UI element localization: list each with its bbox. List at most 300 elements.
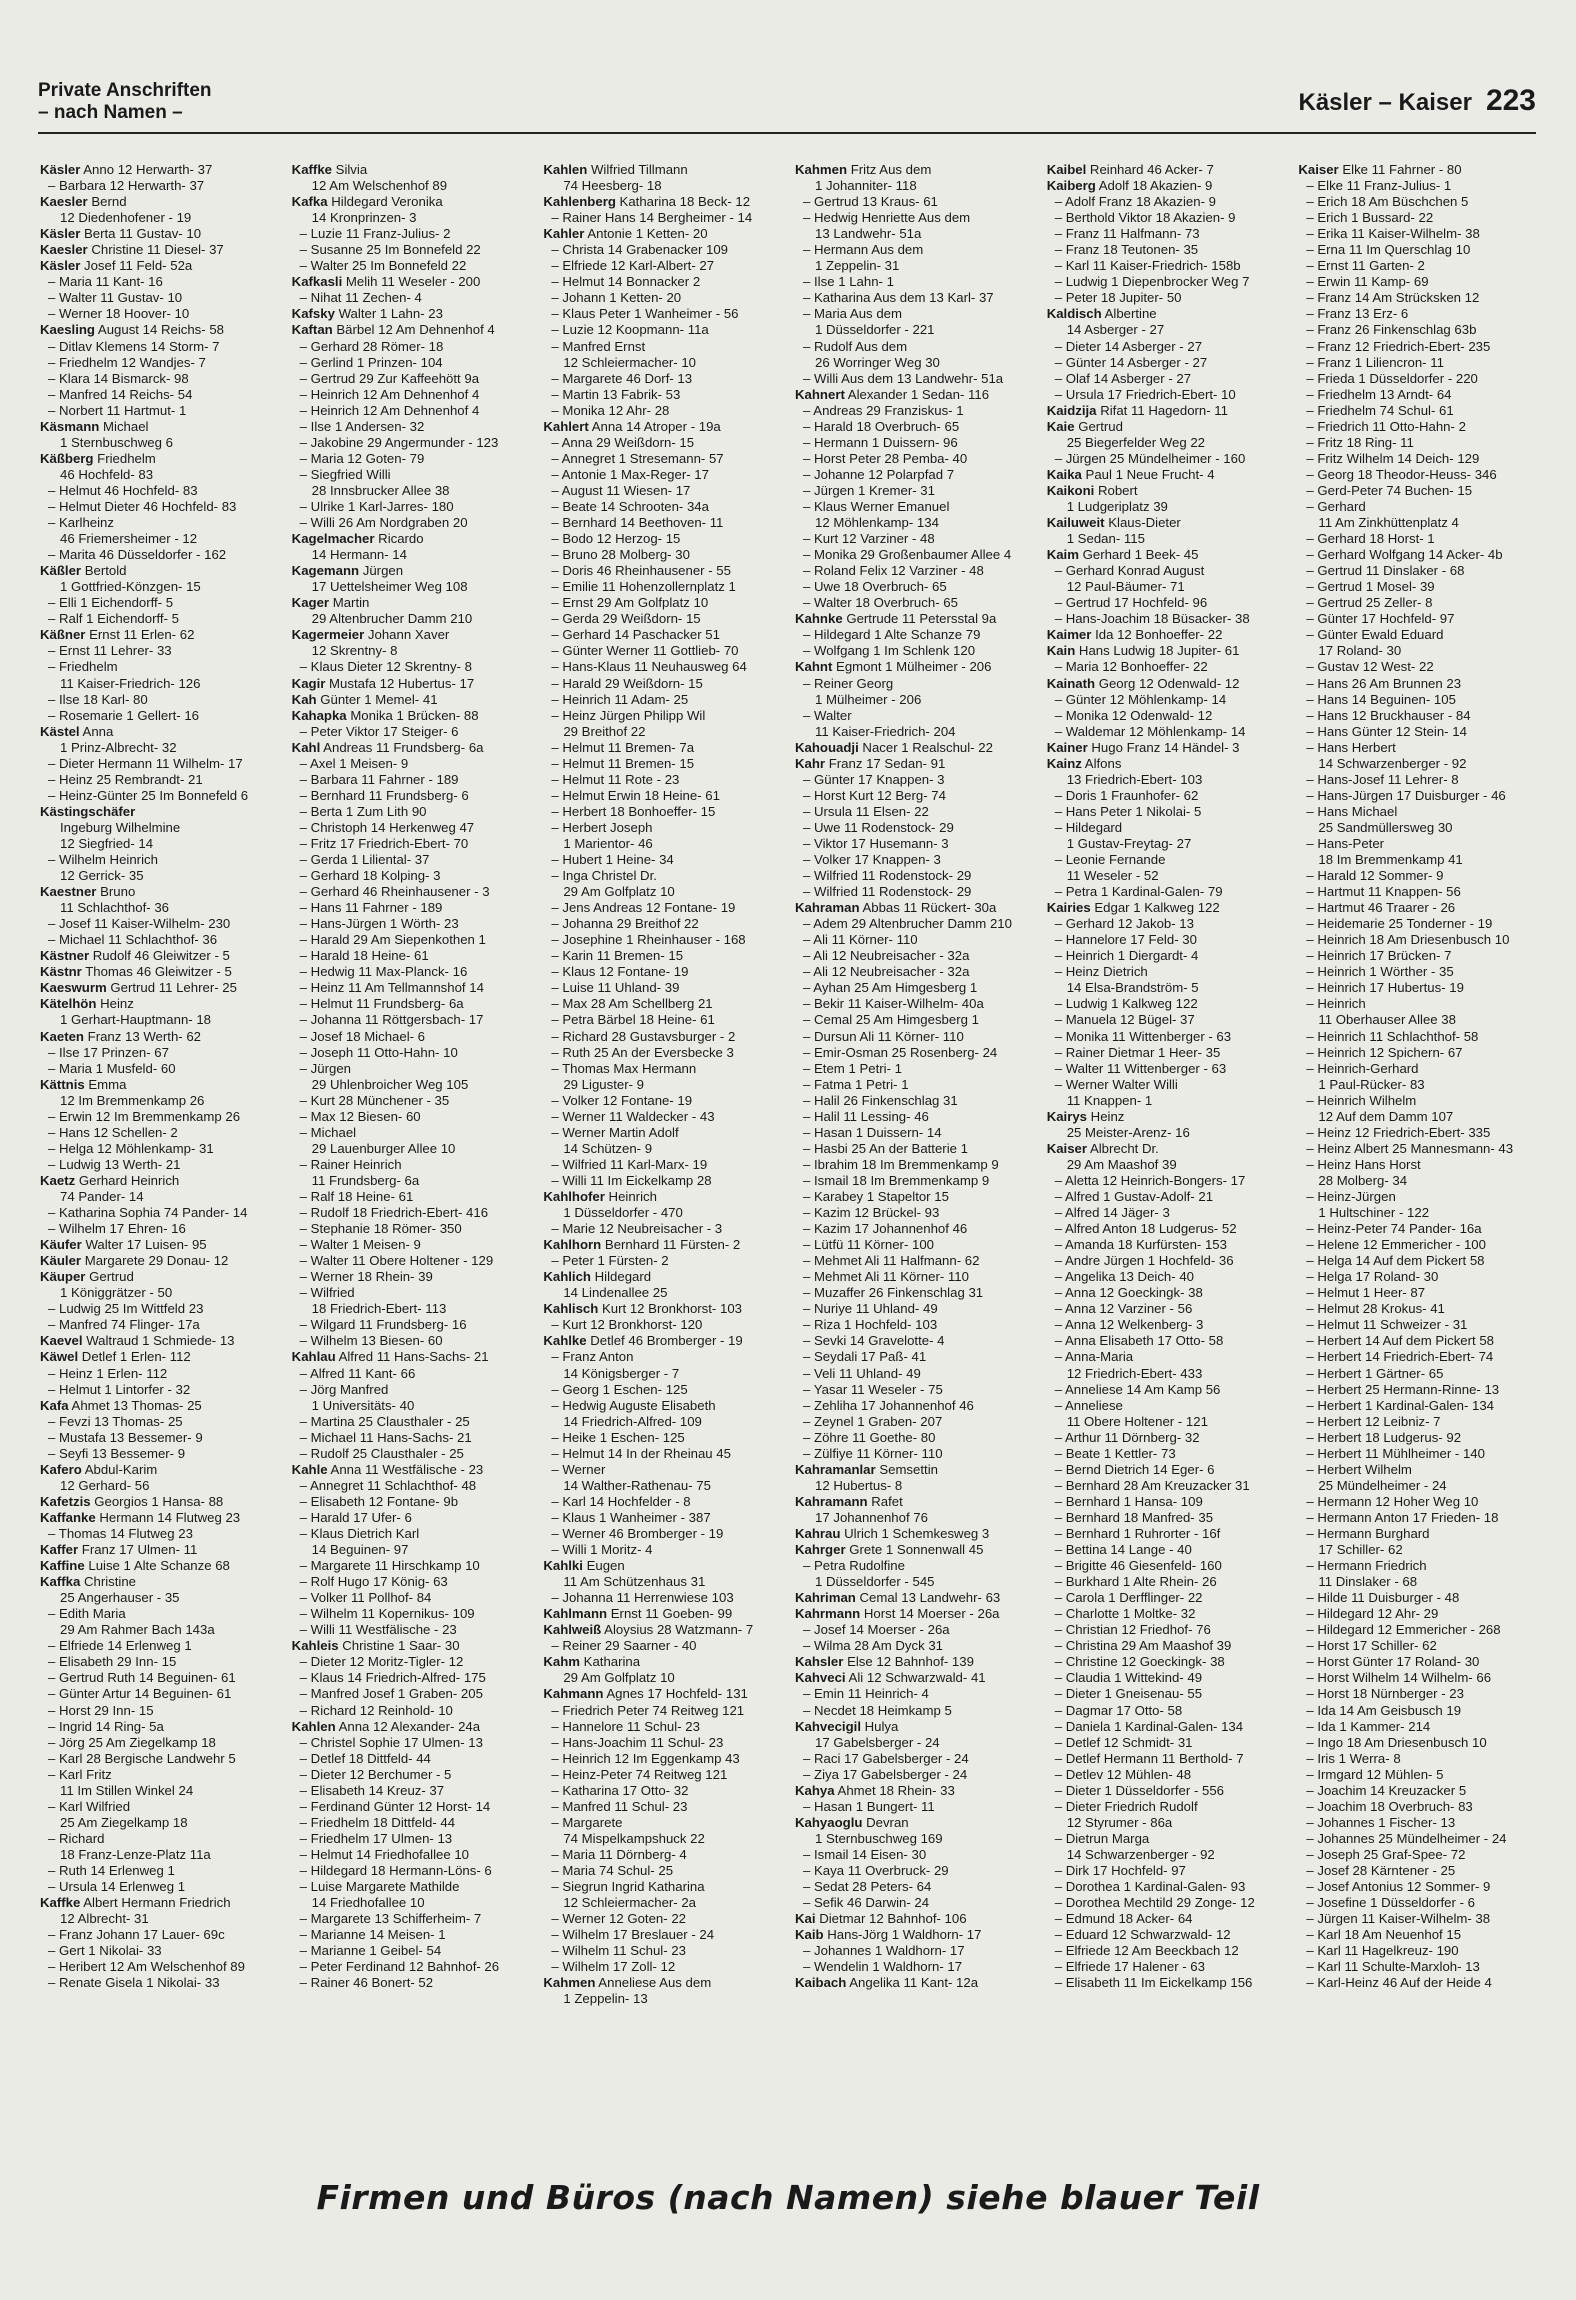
directory-entry	[1298, 226, 1540, 242]
directory-entry	[292, 740, 534, 756]
directory-entry	[1298, 1349, 1540, 1365]
entry-surname: Kahlki	[543, 1558, 583, 1574]
entry-text: Ursula 14 Erlenweg 1	[59, 1879, 186, 1895]
entry-text: Richard	[59, 1830, 105, 1846]
entry-text: Monika 11 Wittenberger - 63	[1065, 1028, 1232, 1044]
entry-text: Ali 12 Neubreisacher - 32a	[813, 948, 970, 964]
directory-entry	[543, 579, 785, 595]
directory-entry	[543, 868, 785, 884]
directory-entry	[795, 1398, 1037, 1414]
entry-text: Zeynel 1 Graben- 207	[814, 1413, 943, 1429]
directory-entry	[795, 1157, 1037, 1173]
directory-entry	[292, 627, 534, 643]
entry-text: Katharina Aus dem 13 Karl- 37	[814, 290, 994, 306]
entry-text: Wilfried 11 Rodenstock- 29	[814, 868, 972, 884]
directory-entry	[40, 1686, 282, 1702]
entry-text: Zehliha 17 Johannenhof 46	[814, 1397, 974, 1413]
entry-text: Georg 18 Theodor-Heuss- 346	[1317, 466, 1497, 482]
entry-text: Franz 11 Halfmann- 73	[1065, 226, 1200, 242]
entry-surname: Kahsler	[795, 1654, 844, 1670]
entry-text: Marie 12 Neubreisacher - 3	[562, 1221, 723, 1237]
directory-entry	[1298, 1847, 1540, 1863]
entry-text: 12 Im Bremmenkamp 26	[60, 1092, 205, 1108]
entry-text: Berthold Viktor 18 Akazien- 9	[1065, 210, 1236, 226]
directory-entry	[292, 210, 534, 226]
directory-entry	[1047, 964, 1289, 980]
entry-text: Andreas 29 Franziskus- 1	[813, 402, 964, 418]
directory-entry	[795, 980, 1037, 996]
entry-text: Robert	[1094, 482, 1138, 498]
directory-column	[543, 162, 785, 2167]
entry-text: Georg 1 Eschen- 125	[562, 1381, 688, 1397]
directory-entry	[795, 948, 1037, 964]
entry-text: Dieter Friedrich Rudolf	[1065, 1798, 1198, 1814]
entry-text: 28 Molberg- 34	[1318, 1172, 1408, 1188]
directory-entry	[292, 820, 534, 836]
directory-entry	[1047, 643, 1289, 659]
entry-text: 13 Friedrich-Ebert- 103	[1066, 771, 1203, 787]
directory-entry	[40, 1189, 282, 1205]
entry-text: Hartmut 11 Knappen- 56	[1317, 884, 1461, 900]
entry-text: Etem 1 Petri- 1	[814, 1060, 902, 1076]
directory-entry	[1047, 1333, 1289, 1349]
entry-text: Alfred 11 Kant- 66	[309, 1365, 416, 1381]
entry-text: Klaus Dietrich Karl	[310, 1525, 420, 1541]
entry-text: Hermann 14 Flutweg 23	[95, 1509, 241, 1525]
entry-text: Bernhard 11 Frundsberg- 6	[310, 787, 469, 803]
directory-entry	[795, 387, 1037, 403]
entry-text: Friedhelm 18 Dittfeld- 44	[310, 1814, 456, 1830]
entry-text: Fritz Wilhelm 14 Deich- 129	[1317, 450, 1480, 466]
entry-text: Hasan 1 Duissern- 14	[814, 1124, 942, 1140]
directory-entry	[292, 1799, 534, 1815]
entry-text: Rainer Dietmar 1 Heer- 35	[1065, 1044, 1221, 1060]
entry-text: Gert 1 Nikolai- 33	[59, 1943, 162, 1959]
directory-entry	[40, 1414, 282, 1430]
directory-entry	[1047, 1301, 1289, 1317]
directory-entry	[292, 1751, 534, 1767]
entry-surname: Käsmann	[40, 418, 100, 434]
entry-text: Wilhelm Heinrich	[59, 852, 158, 868]
entry-text: Walter 1 Lahn- 23	[334, 306, 443, 322]
directory-entry	[292, 435, 534, 451]
entry-text: Hans Peter 1 Nikolai- 5	[1065, 803, 1202, 819]
directory-columns	[40, 162, 1540, 2167]
entry-text: 1 Zeppelin- 31	[815, 258, 900, 274]
entry-surname: Käßner	[40, 627, 86, 643]
entry-text: Friedrich 11 Otto-Hahn- 2	[1317, 418, 1466, 434]
directory-entry	[543, 788, 785, 804]
entry-text: Willi 26 Am Nordgraben 20	[310, 515, 468, 531]
directory-entry	[40, 1205, 282, 1221]
entry-text: Stephanie 18 Römer- 350	[310, 1221, 462, 1237]
entry-text: Heinz	[96, 996, 134, 1012]
entry-text: Gustav 12 West- 22	[1317, 659, 1434, 675]
entry-text: Gertrud 25 Zeller- 8	[1317, 595, 1433, 611]
directory-entry	[1298, 1638, 1540, 1654]
entry-text: Ursula 17 Friedrich-Ebert- 10	[1065, 386, 1236, 402]
entry-text: Petra Bärbel 18 Heine- 61	[562, 1012, 715, 1028]
directory-entry	[292, 1863, 534, 1879]
directory-entry	[1047, 1847, 1289, 1863]
directory-entry	[543, 708, 785, 724]
entry-text: Luise Margarete Mathilde	[310, 1879, 460, 1895]
directory-entry	[795, 1879, 1037, 1895]
directory-entry	[40, 162, 282, 178]
directory-entry	[1047, 515, 1289, 531]
directory-entry	[1298, 322, 1540, 338]
directory-entry	[1298, 964, 1540, 980]
directory-entry	[1298, 1574, 1540, 1590]
directory-entry	[795, 1831, 1037, 1847]
entry-text: Thomas 46 Gleiwitzer - 5	[81, 964, 232, 980]
directory-entry	[40, 322, 282, 338]
directory-entry	[543, 1141, 785, 1157]
entry-text: Manfred 74 Flinger- 17a	[59, 1317, 200, 1333]
entry-text: Gertrud 11 Lehrer- 25	[106, 980, 237, 996]
directory-entry	[1298, 419, 1540, 435]
entry-text: Horst Kurt 12 Berg- 74	[814, 787, 946, 803]
entry-text: 11 Frundsberg- 6a	[311, 1172, 420, 1188]
directory-entry	[1298, 355, 1540, 371]
entry-text: Burkhard 1 Alte Rhein- 26	[1065, 1574, 1217, 1590]
directory-entry	[1047, 595, 1289, 611]
directory-entry	[40, 996, 282, 1012]
directory-entry	[1047, 1317, 1289, 1333]
entry-text: Karl 11 Kaiser-Friedrich- 158b	[1065, 258, 1241, 274]
entry-text: 17 Uettelsheimer Weg 108	[311, 579, 468, 595]
entry-text: Christel Sophie 17 Ulmen- 13	[310, 1734, 483, 1750]
entry-text: Irmgard 12 Mühlen- 5	[1317, 1766, 1444, 1782]
entry-text: Gertrude 11 Petersstal 9a	[842, 611, 997, 627]
entry-text: Helmut 14 Bonnacker 2	[562, 274, 701, 290]
directory-entry	[40, 611, 282, 627]
directory-entry	[1047, 1077, 1289, 1093]
directory-entry	[1047, 932, 1289, 948]
entry-text: Bernd	[87, 194, 127, 210]
directory-entry	[1047, 226, 1289, 242]
entry-text: Charlotte 1 Moltke- 32	[1065, 1606, 1196, 1622]
directory-entry	[292, 1285, 534, 1301]
directory-entry	[1047, 1478, 1289, 1494]
entry-text: 1 Mülheimer - 206	[815, 691, 922, 707]
entry-text: Manfred 11 Schul- 23	[562, 1798, 688, 1814]
directory-entry	[795, 788, 1037, 804]
entry-text: Beate 14 Schrooten- 34a	[562, 498, 709, 514]
entry-text: 29 Am Golfplatz 10	[563, 884, 675, 900]
entry-text: Dorothea 1 Kardinal-Galen- 93	[1065, 1879, 1246, 1895]
directory-entry	[1298, 1109, 1540, 1125]
directory-entry	[795, 162, 1037, 178]
entry-text: Harald 17 Ufer- 6	[310, 1509, 412, 1525]
directory-entry	[795, 483, 1037, 499]
entry-surname: Kahlweiß	[543, 1622, 602, 1638]
directory-entry	[292, 804, 534, 820]
entry-surname: Kahyaoglu	[795, 1814, 863, 1830]
directory-entry	[40, 1012, 282, 1028]
entry-text: Christine 1 Saar- 30	[338, 1638, 460, 1654]
directory-entry	[1047, 1686, 1289, 1702]
entry-text: Helmut Erwin 18 Heine- 61	[562, 787, 720, 803]
entry-text: Bettina 14 Lange - 40	[1065, 1542, 1192, 1558]
entry-text: 1 Sedan- 115	[1066, 531, 1145, 547]
entry-text: 1 Paul-Rücker- 83	[1318, 1076, 1425, 1092]
directory-entry	[543, 483, 785, 499]
entry-text: Bernd Dietrich 14 Eger- 6	[1065, 1461, 1215, 1477]
entry-surname: Kafka	[291, 194, 328, 210]
entry-text: Necdet 18 Heimkamp 5	[814, 1702, 952, 1718]
entry-text: Anna 12 Varziner - 56	[1064, 1301, 1193, 1317]
entry-surname: Kaika	[1046, 466, 1082, 482]
entry-text: Fritz 17 Friedrich-Ebert- 70	[310, 835, 469, 851]
directory-entry	[1298, 1927, 1540, 1943]
directory-entry	[40, 1398, 282, 1414]
entry-text: Rainer 46 Bonert- 52	[310, 1975, 434, 1991]
directory-entry	[795, 579, 1037, 595]
entry-text: Arthur 11 Dörnberg- 32	[1064, 1429, 1200, 1445]
directory-entry	[1047, 355, 1289, 371]
directory-entry	[795, 852, 1037, 868]
directory-entry	[543, 852, 785, 868]
entry-text: Johann Xaver	[364, 627, 450, 643]
directory-entry	[40, 916, 282, 932]
entry-text: Rifat 11 Hagedorn- 11	[1096, 402, 1228, 418]
entry-text: Maria 1 Musfeld- 60	[59, 1060, 176, 1076]
entry-text: Franz 17 Ulmen- 11	[78, 1542, 198, 1558]
directory-entry	[543, 1349, 785, 1365]
directory-entry	[40, 1558, 282, 1574]
entry-surname: Kahlich	[543, 1269, 591, 1285]
entry-text: Karl 14 Hochfelder - 8	[562, 1493, 691, 1509]
entry-text: Adem 29 Altenbrucher Damm 210	[813, 916, 1012, 932]
entry-text: 14 Elsa-Brandström- 5	[1066, 980, 1199, 996]
entry-text: Norbert 11 Hartmut- 1	[59, 402, 187, 418]
entry-text: Albert Hermann Friedrich	[80, 1895, 231, 1911]
entry-text: Bruno	[96, 884, 136, 900]
directory-entry	[543, 1430, 785, 1446]
directory-entry	[543, 547, 785, 563]
entry-text: Hans-Jürgen 1 Wörth- 23	[310, 916, 459, 932]
entry-text: Hildegard 1 Alte Schanze 79	[814, 627, 981, 643]
directory-entry	[1298, 1654, 1540, 1670]
directory-entry	[292, 1670, 534, 1686]
entry-surname: Kai	[795, 1911, 816, 1927]
entry-text: Beate 1 Kettler- 73	[1065, 1445, 1176, 1461]
entry-text: Olaf 14 Asberger - 27	[1065, 370, 1192, 386]
entry-text: Karl Fritz	[59, 1766, 112, 1782]
entry-text: Alfred 14 Jäger- 3	[1064, 1205, 1170, 1221]
entry-text: Peter 1 Fürsten- 2	[562, 1253, 669, 1269]
directory-entry	[795, 1767, 1037, 1783]
directory-entry	[40, 836, 282, 852]
directory-entry	[1047, 563, 1289, 579]
entry-surname: Kaim	[1046, 547, 1079, 563]
entry-surname: Kaffke	[291, 162, 332, 177]
directory-entry	[795, 1141, 1037, 1157]
entry-text: Heinrich 1 Diergardt- 4	[1065, 948, 1199, 964]
entry-text: Hasan 1 Bungert- 11	[814, 1798, 935, 1814]
directory-entry	[795, 1253, 1037, 1269]
directory-entry	[795, 964, 1037, 980]
entry-text: Anneliese	[1064, 1397, 1123, 1413]
directory-entry	[1047, 1205, 1289, 1221]
entry-text: Ernst 11 Goeben- 99	[607, 1606, 733, 1622]
entry-text: Lütfü 11 Körner- 100	[814, 1237, 935, 1253]
entry-text: Helga 14 Auf dem Pickert 58	[1317, 1253, 1485, 1269]
entry-text: Wolfgang 1 Im Schlenk 120	[814, 643, 976, 659]
entry-text: Reiner 29 Saarner - 40	[562, 1638, 697, 1654]
entry-text: Franz 17 Sedan- 91	[825, 755, 946, 771]
entry-text: Walter 11 Wittenberger - 63	[1065, 1060, 1227, 1076]
directory-entry	[543, 836, 785, 852]
entry-text: 14 Königsberger - 7	[563, 1365, 680, 1381]
directory-column	[1047, 162, 1289, 2167]
directory-entry	[1298, 403, 1540, 419]
entry-text: Michael 11 Schlachthof- 36	[59, 932, 218, 948]
directory-entry	[1298, 274, 1540, 290]
entry-text: Herbert 14 Friedrich-Ebert- 74	[1317, 1349, 1494, 1365]
entry-text: 14 Schützen- 9	[563, 1140, 653, 1156]
directory-entry	[1298, 1366, 1540, 1382]
entry-text: Helmut 46 Hochfeld- 83	[59, 482, 198, 498]
directory-entry	[795, 210, 1037, 226]
entry-text: Hubert 1 Heine- 34	[562, 852, 674, 868]
entry-text: Friedhelm 74 Schul- 61	[1317, 402, 1454, 418]
entry-text: 1 Königgrätzer - 50	[60, 1285, 173, 1301]
directory-entry	[1298, 948, 1540, 964]
entry-text: Gertrud	[85, 1269, 134, 1285]
directory-entry	[543, 611, 785, 627]
entry-text: Michael 11 Hans-Sachs- 21	[310, 1429, 472, 1445]
directory-entry	[292, 1542, 534, 1558]
directory-entry	[543, 1301, 785, 1317]
directory-entry	[40, 1301, 282, 1317]
directory-entry	[543, 676, 785, 692]
entry-text: Monika 12 Ahr- 28	[562, 402, 670, 418]
directory-entry	[40, 756, 282, 772]
directory-entry	[1047, 1975, 1289, 1991]
entry-surname: Kahlke	[543, 1333, 587, 1349]
directory-entry	[1298, 1815, 1540, 1831]
entry-text: Dorothea Mechtild 29 Zonge- 12	[1065, 1895, 1255, 1911]
entry-text: Karl 11 Schulte-Marxloh- 13	[1317, 1959, 1480, 1975]
directory-entry	[1047, 1606, 1289, 1622]
directory-entry	[795, 1125, 1037, 1141]
directory-entry	[543, 932, 785, 948]
section-title	[38, 80, 212, 124]
entry-text: 12 Siegfried- 14	[60, 835, 154, 851]
entry-text: Hermann Friedrich	[1317, 1558, 1427, 1574]
entry-text: Erika 11 Kaiser-Wilhelm- 38	[1317, 226, 1480, 242]
entry-text: Franz 13 Werth- 62	[83, 1028, 202, 1044]
directory-entry	[795, 1221, 1037, 1237]
entry-text: Luzie 11 Franz-Julius- 2	[310, 226, 451, 242]
directory-entry	[40, 467, 282, 483]
entry-text: Johanna 29 Breithof 22	[562, 916, 699, 932]
entry-text: 1 Düsseldorfer - 545	[815, 1574, 935, 1590]
directory-entry	[1047, 1269, 1289, 1285]
entry-text: 11 Weseler - 52	[1066, 868, 1159, 884]
entry-text: 14 Schwarzenberger - 92	[1066, 1846, 1215, 1862]
directory-entry	[40, 1061, 282, 1077]
directory-entry	[1298, 1029, 1540, 1045]
entry-text: Sefik 46 Darwin- 24	[814, 1895, 930, 1911]
directory-entry	[543, 1943, 785, 1959]
directory-entry	[795, 772, 1037, 788]
entry-surname: Kahvecigil	[795, 1718, 861, 1734]
entry-surname: Käuper	[40, 1269, 86, 1285]
directory-entry	[1298, 210, 1540, 226]
directory-entry	[292, 306, 534, 322]
entry-text: Elke 11 Fahrner - 80	[1338, 162, 1462, 177]
directory-entry	[292, 772, 534, 788]
entry-text: Heinrich	[1317, 996, 1366, 1012]
entry-text: Klara 14 Bismarck- 98	[59, 370, 189, 386]
directory-entry	[40, 1783, 282, 1799]
entry-text: Jürgen 1 Kremer- 31	[814, 482, 935, 498]
directory-entry	[543, 772, 785, 788]
entry-text: Margarete 29 Donau- 12	[81, 1253, 229, 1269]
directory-entry	[543, 1542, 785, 1558]
directory-entry	[40, 1975, 282, 1991]
entry-text: 14 Lindenallee 25	[563, 1285, 668, 1301]
entry-text: Nuriye 11 Uhland- 49	[814, 1301, 938, 1317]
directory-entry	[292, 1333, 534, 1349]
directory-entry	[1047, 1189, 1289, 1205]
directory-entry	[795, 1237, 1037, 1253]
directory-entry	[1047, 659, 1289, 675]
directory-entry	[1047, 708, 1289, 724]
directory-entry	[292, 274, 534, 290]
entry-text: Franz 26 Finkenschlag 63b	[1317, 322, 1477, 338]
entry-surname: Kairys	[1046, 1108, 1088, 1124]
entry-text: Heinz Albert 25 Mannesmann- 43	[1317, 1140, 1514, 1156]
directory-entry	[40, 900, 282, 916]
directory-entry	[292, 756, 534, 772]
entry-text: Elfriede 12 Am Beeckbach 12	[1065, 1943, 1239, 1959]
directory-entry	[292, 499, 534, 515]
entry-surname: Kaffine	[40, 1558, 85, 1574]
entry-text: Klaus Werner Emanuel	[814, 498, 950, 514]
directory-entry	[40, 1815, 282, 1831]
entry-surname: Käufer	[40, 1237, 82, 1253]
entry-text: Christian 12 Friedhof- 76	[1065, 1622, 1211, 1638]
entry-text: Herbert 18 Bonhoeffer- 15	[562, 803, 716, 819]
directory-entry	[292, 1943, 534, 1959]
entry-text: Berta 11 Gustav- 10	[80, 226, 202, 242]
directory-entry	[1298, 1863, 1540, 1879]
entry-surname: Kahnert	[795, 386, 845, 402]
entry-text: 46 Friemersheimer - 12	[60, 531, 198, 547]
entry-text: Max 12 Biesen- 60	[310, 1108, 421, 1124]
entry-text: Semsettin	[875, 1461, 938, 1477]
entry-text: Heinz Hans Horst	[1317, 1156, 1421, 1172]
directory-entry	[1298, 788, 1540, 804]
entry-text: 29 Am Rahmer Bach 143a	[60, 1622, 215, 1638]
directory-entry	[543, 820, 785, 836]
entry-text: Katharina	[579, 1654, 641, 1670]
entry-text: Alfred 1 Gustav-Adolf- 21	[1064, 1189, 1214, 1204]
entry-text: Ingeburg Wilhelmine	[60, 819, 181, 835]
directory-entry	[795, 1029, 1037, 1045]
entry-text: August 14 Reichs- 58	[94, 322, 224, 338]
directory-entry	[292, 1654, 534, 1670]
directory-entry	[292, 1558, 534, 1574]
directory-entry	[795, 1366, 1037, 1382]
entry-text: Horst 29 Inn- 15	[59, 1702, 154, 1718]
entry-text: Hedwig Henriette Aus dem	[814, 210, 971, 226]
directory-entry	[40, 210, 282, 226]
